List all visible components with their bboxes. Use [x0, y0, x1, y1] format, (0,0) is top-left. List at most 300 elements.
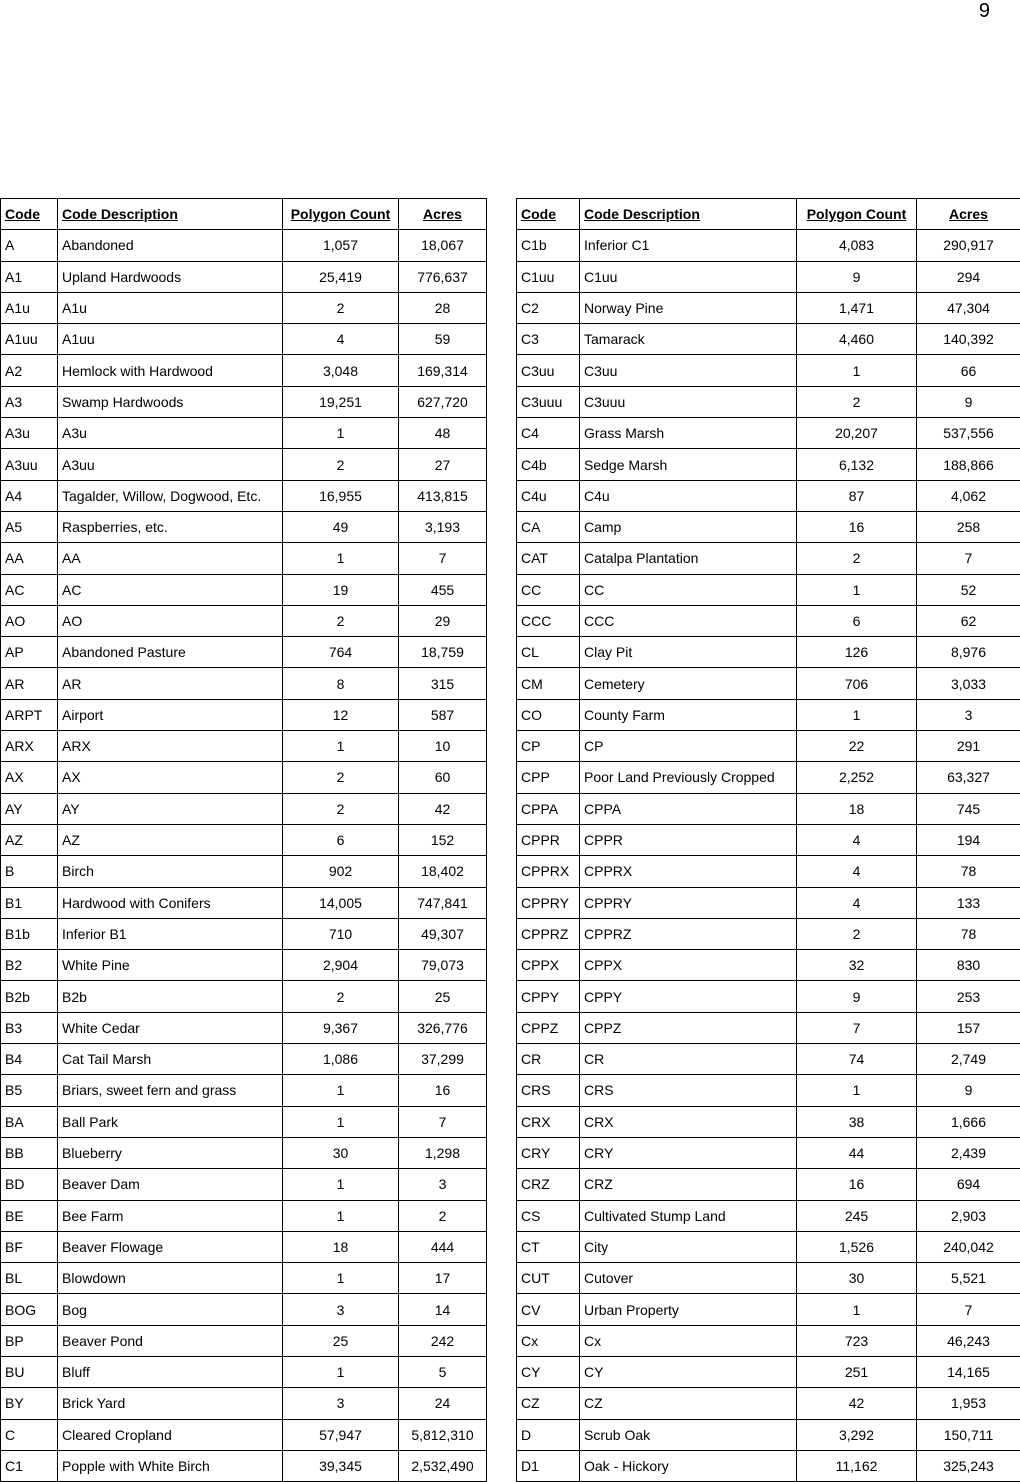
- land-cover-code-table-right: [516, 198, 1020, 1482]
- header-code: Code: [1, 199, 58, 230]
- code-description-cell: CRY: [580, 1137, 797, 1168]
- code-cell: C4: [517, 418, 580, 449]
- acres-cell: 47,304: [917, 292, 1020, 323]
- code-cell: A4: [1, 480, 58, 511]
- table-row: [1, 1137, 487, 1168]
- code-description-cell: Cemetery: [580, 668, 797, 699]
- acres-cell: 14: [399, 1294, 487, 1325]
- code-description-cell: County Farm: [580, 699, 797, 730]
- acres-cell: 444: [399, 1231, 487, 1262]
- table-row: [517, 762, 1020, 793]
- code-cell: B1b: [1, 918, 58, 949]
- code-cell: C: [1, 1419, 58, 1450]
- table-row: [517, 292, 1020, 323]
- code-cell: B3: [1, 1012, 58, 1043]
- polygon-count-cell: 1,086: [283, 1044, 399, 1075]
- acres-cell: 5: [399, 1356, 487, 1387]
- polygon-count-cell: 1: [283, 418, 399, 449]
- code-cell: AA: [1, 543, 58, 574]
- polygon-count-cell: 42: [797, 1388, 917, 1419]
- table-row: [517, 1137, 1020, 1168]
- code-description-cell: Cultivated Stump Land: [580, 1200, 797, 1231]
- code-description-cell: CR: [580, 1044, 797, 1075]
- code-cell: BD: [1, 1169, 58, 1200]
- code-cell: C4b: [517, 449, 580, 480]
- code-cell: C3: [517, 324, 580, 355]
- code-description-cell: Raspberries, etc.: [58, 511, 283, 542]
- table-row: [1, 887, 487, 918]
- table-row: [517, 856, 1020, 887]
- code-description-cell: Norway Pine: [580, 292, 797, 323]
- polygon-count-cell: 87: [797, 480, 917, 511]
- code-description-cell: Popple with White Birch: [58, 1450, 283, 1481]
- table-row: [1, 981, 487, 1012]
- acres-cell: 2,903: [917, 1200, 1020, 1231]
- table-row: [1, 261, 487, 292]
- land-cover-code-table-left: [0, 198, 487, 1482]
- code-cell: A1uu: [1, 324, 58, 355]
- table-row: [1, 793, 487, 824]
- acres-cell: 140,392: [917, 324, 1020, 355]
- code-description-cell: C3uu: [580, 355, 797, 386]
- polygon-count-cell: 4: [797, 856, 917, 887]
- acres-cell: 18,067: [399, 230, 487, 261]
- table-row: [517, 386, 1020, 417]
- code-cell: BL: [1, 1263, 58, 1294]
- polygon-count-cell: 251: [797, 1356, 917, 1387]
- polygon-count-cell: 4: [797, 887, 917, 918]
- table-row: [1, 355, 487, 386]
- table-row: [1, 918, 487, 949]
- table-row: [1, 1388, 487, 1419]
- code-description-cell: CZ: [580, 1388, 797, 1419]
- code-cell: CPPY: [517, 981, 580, 1012]
- acres-cell: 2,532,490: [399, 1450, 487, 1481]
- code-description-cell: CP: [580, 731, 797, 762]
- polygon-count-cell: 1: [283, 1075, 399, 1106]
- table-row: [1, 637, 487, 668]
- table-row: [1, 731, 487, 762]
- code-cell: D1: [517, 1450, 580, 1481]
- code-description-cell: Poor Land Previously Cropped: [580, 762, 797, 793]
- acres-cell: 3: [917, 699, 1020, 730]
- code-cell: BU: [1, 1356, 58, 1387]
- acres-cell: 60: [399, 762, 487, 793]
- code-description-cell: B2b: [58, 981, 283, 1012]
- code-cell: B2: [1, 950, 58, 981]
- polygon-count-cell: 902: [283, 856, 399, 887]
- polygon-count-cell: 2: [283, 762, 399, 793]
- table-row: [517, 1263, 1020, 1294]
- polygon-count-cell: 2: [797, 543, 917, 574]
- header-code-description: Code Description: [580, 199, 797, 230]
- code-cell: BB: [1, 1137, 58, 1168]
- table-row: [517, 511, 1020, 542]
- polygon-count-cell: 18: [797, 793, 917, 824]
- acres-cell: 52: [917, 574, 1020, 605]
- code-description-cell: Blowdown: [58, 1263, 283, 1294]
- acres-cell: 59: [399, 324, 487, 355]
- polygon-count-cell: 2: [283, 793, 399, 824]
- acres-cell: 5,521: [917, 1263, 1020, 1294]
- polygon-count-cell: 1: [283, 1169, 399, 1200]
- code-description-cell: Cleared Cropland: [58, 1419, 283, 1450]
- table-row: [517, 418, 1020, 449]
- code-description-cell: Ball Park: [58, 1106, 283, 1137]
- header-code-description: Code Description: [58, 199, 283, 230]
- acres-cell: 66: [917, 355, 1020, 386]
- acres-cell: 627,720: [399, 386, 487, 417]
- acres-cell: 78: [917, 856, 1020, 887]
- polygon-count-cell: 3,048: [283, 355, 399, 386]
- acres-cell: 2: [399, 1200, 487, 1231]
- code-cell: CR: [517, 1044, 580, 1075]
- code-cell: AP: [1, 637, 58, 668]
- code-cell: B5: [1, 1075, 58, 1106]
- acres-cell: 10: [399, 731, 487, 762]
- code-description-cell: Bluff: [58, 1356, 283, 1387]
- code-description-cell: Hemlock with Hardwood: [58, 355, 283, 386]
- polygon-count-cell: 1: [283, 543, 399, 574]
- table-row: [517, 1356, 1020, 1387]
- code-description-cell: Bee Farm: [58, 1200, 283, 1231]
- code-cell: BF: [1, 1231, 58, 1262]
- code-description-cell: C4u: [580, 480, 797, 511]
- polygon-count-cell: 39,345: [283, 1450, 399, 1481]
- code-description-cell: Catalpa Plantation: [580, 543, 797, 574]
- code-cell: CAT: [517, 543, 580, 574]
- code-cell: CZ: [517, 1388, 580, 1419]
- table-row: [1, 324, 487, 355]
- acres-cell: 240,042: [917, 1231, 1020, 1262]
- code-description-cell: Brick Yard: [58, 1388, 283, 1419]
- polygon-count-cell: 38: [797, 1106, 917, 1137]
- code-description-cell: Birch: [58, 856, 283, 887]
- code-cell: CRX: [517, 1106, 580, 1137]
- code-cell: B1: [1, 887, 58, 918]
- table-row: [1, 762, 487, 793]
- table-row: [517, 605, 1020, 636]
- table-row: [1, 1231, 487, 1262]
- polygon-count-cell: 11,162: [797, 1450, 917, 1481]
- table-row: [517, 824, 1020, 855]
- polygon-count-cell: 6: [797, 605, 917, 636]
- table-row: [517, 699, 1020, 730]
- acres-cell: 24: [399, 1388, 487, 1419]
- code-description-cell: CY: [580, 1356, 797, 1387]
- acres-cell: 8,976: [917, 637, 1020, 668]
- code-description-cell: Beaver Flowage: [58, 1231, 283, 1262]
- code-description-cell: A3u: [58, 418, 283, 449]
- code-description-cell: Urban Property: [580, 1294, 797, 1325]
- code-description-cell: AA: [58, 543, 283, 574]
- acres-cell: 78: [917, 918, 1020, 949]
- code-cell: ARPT: [1, 699, 58, 730]
- code-description-cell: CPPY: [580, 981, 797, 1012]
- acres-cell: 152: [399, 824, 487, 855]
- acres-cell: 3: [399, 1169, 487, 1200]
- polygon-count-cell: 4,083: [797, 230, 917, 261]
- polygon-count-cell: 1,471: [797, 292, 917, 323]
- table-row: [517, 731, 1020, 762]
- acres-cell: 9: [917, 1075, 1020, 1106]
- acres-cell: 2,439: [917, 1137, 1020, 1168]
- code-cell: C3uuu: [517, 386, 580, 417]
- polygon-count-cell: 7: [797, 1012, 917, 1043]
- polygon-count-cell: 9: [797, 981, 917, 1012]
- polygon-count-cell: 1,526: [797, 1231, 917, 1262]
- code-description-cell: CRS: [580, 1075, 797, 1106]
- polygon-count-cell: 32: [797, 950, 917, 981]
- page-number: 9: [978, 0, 990, 22]
- code-cell: AR: [1, 668, 58, 699]
- polygon-count-cell: 16: [797, 1169, 917, 1200]
- polygon-count-cell: 2: [283, 292, 399, 323]
- acres-cell: 25: [399, 981, 487, 1012]
- table-row: [517, 230, 1020, 261]
- code-description-cell: Cutover: [580, 1263, 797, 1294]
- acres-cell: 258: [917, 511, 1020, 542]
- polygon-count-cell: 49: [283, 511, 399, 542]
- code-cell: CM: [517, 668, 580, 699]
- polygon-count-cell: 30: [797, 1263, 917, 1294]
- table-row: [517, 668, 1020, 699]
- code-cell: CCC: [517, 605, 580, 636]
- code-cell: A3: [1, 386, 58, 417]
- table-row: [517, 1450, 1020, 1481]
- acres-cell: 315: [399, 668, 487, 699]
- table-row: [1, 1044, 487, 1075]
- code-description-cell: AO: [58, 605, 283, 636]
- header-polygon-count: Polygon Count: [283, 199, 399, 230]
- code-cell: A: [1, 230, 58, 261]
- code-description-cell: Tagalder, Willow, Dogwood, Etc.: [58, 480, 283, 511]
- table-row: [517, 1231, 1020, 1262]
- code-description-cell: Cat Tail Marsh: [58, 1044, 283, 1075]
- table-row: [1, 1325, 487, 1356]
- code-cell: CPPRY: [517, 887, 580, 918]
- acres-cell: 42: [399, 793, 487, 824]
- code-cell: ARX: [1, 731, 58, 762]
- table-row: [1, 1106, 487, 1137]
- code-cell: AO: [1, 605, 58, 636]
- polygon-count-cell: 18: [283, 1231, 399, 1262]
- polygon-count-cell: 764: [283, 637, 399, 668]
- code-description-cell: CPPRY: [580, 887, 797, 918]
- code-cell: C4u: [517, 480, 580, 511]
- code-description-cell: AY: [58, 793, 283, 824]
- acres-cell: 242: [399, 1325, 487, 1356]
- code-description-cell: Airport: [58, 699, 283, 730]
- acres-cell: 2,749: [917, 1044, 1020, 1075]
- polygon-count-cell: 9,367: [283, 1012, 399, 1043]
- code-description-cell: CRX: [580, 1106, 797, 1137]
- code-description-cell: A1uu: [58, 324, 283, 355]
- header-acres: Acres: [399, 199, 487, 230]
- code-description-cell: AC: [58, 574, 283, 605]
- acres-cell: 325,243: [917, 1450, 1020, 1481]
- polygon-count-cell: 1: [797, 1294, 917, 1325]
- acres-cell: 150,711: [917, 1419, 1020, 1450]
- acres-cell: 18,402: [399, 856, 487, 887]
- polygon-count-cell: 126: [797, 637, 917, 668]
- code-cell: BOG: [1, 1294, 58, 1325]
- code-cell: CO: [517, 699, 580, 730]
- code-cell: CC: [517, 574, 580, 605]
- table-header-row: [517, 199, 1020, 230]
- acres-cell: 3,033: [917, 668, 1020, 699]
- code-description-cell: Abandoned Pasture: [58, 637, 283, 668]
- table-row: [1, 1450, 487, 1481]
- polygon-count-cell: 4,460: [797, 324, 917, 355]
- code-description-cell: CPPZ: [580, 1012, 797, 1043]
- code-cell: D: [517, 1419, 580, 1450]
- acres-cell: 37,299: [399, 1044, 487, 1075]
- code-description-cell: Oak - Hickory: [580, 1450, 797, 1481]
- polygon-count-cell: 723: [797, 1325, 917, 1356]
- acres-cell: 29: [399, 605, 487, 636]
- code-description-cell: Inferior B1: [58, 918, 283, 949]
- table-row: [1, 1169, 487, 1200]
- code-description-cell: Tamarack: [580, 324, 797, 355]
- polygon-count-cell: 12: [283, 699, 399, 730]
- code-cell: AC: [1, 574, 58, 605]
- code-cell: BA: [1, 1106, 58, 1137]
- table-row: [1, 668, 487, 699]
- code-cell: A2: [1, 355, 58, 386]
- acres-cell: 7: [399, 543, 487, 574]
- table-row: [1, 511, 487, 542]
- polygon-count-cell: 706: [797, 668, 917, 699]
- polygon-count-cell: 1: [797, 574, 917, 605]
- polygon-count-cell: 22: [797, 731, 917, 762]
- table-row: [517, 449, 1020, 480]
- acres-cell: 587: [399, 699, 487, 730]
- code-description-cell: A3uu: [58, 449, 283, 480]
- table-row: [1, 699, 487, 730]
- code-description-cell: CPPRZ: [580, 918, 797, 949]
- acres-cell: 79,073: [399, 950, 487, 981]
- code-cell: AX: [1, 762, 58, 793]
- code-description-cell: Upland Hardwoods: [58, 261, 283, 292]
- acres-cell: 28: [399, 292, 487, 323]
- table-row: [1, 574, 487, 605]
- acres-cell: 17: [399, 1263, 487, 1294]
- table-row: [1, 856, 487, 887]
- code-description-cell: CCC: [580, 605, 797, 636]
- acres-cell: 5,812,310: [399, 1419, 487, 1450]
- code-description-cell: Grass Marsh: [580, 418, 797, 449]
- header-code: Code: [517, 199, 580, 230]
- acres-cell: 830: [917, 950, 1020, 981]
- polygon-count-cell: 2,252: [797, 762, 917, 793]
- table-row: [517, 1325, 1020, 1356]
- code-cell: B4: [1, 1044, 58, 1075]
- polygon-count-cell: 19,251: [283, 386, 399, 417]
- table-row: [517, 918, 1020, 949]
- polygon-count-cell: 1: [283, 1263, 399, 1294]
- polygon-count-cell: 3: [283, 1294, 399, 1325]
- code-description-cell: Blueberry: [58, 1137, 283, 1168]
- table-row: [1, 1075, 487, 1106]
- polygon-count-cell: 4: [797, 824, 917, 855]
- table-row: [517, 543, 1020, 574]
- code-description-cell: Beaver Pond: [58, 1325, 283, 1356]
- polygon-count-cell: 6,132: [797, 449, 917, 480]
- code-cell: CPPZ: [517, 1012, 580, 1043]
- header-acres: Acres: [917, 199, 1020, 230]
- table-row: [517, 261, 1020, 292]
- header-polygon-count: Polygon Count: [797, 199, 917, 230]
- polygon-count-cell: 6: [283, 824, 399, 855]
- table-row: [517, 1388, 1020, 1419]
- code-cell: CY: [517, 1356, 580, 1387]
- acres-cell: 7: [399, 1106, 487, 1137]
- code-description-cell: AX: [58, 762, 283, 793]
- acres-cell: 18,759: [399, 637, 487, 668]
- table-row: [1, 950, 487, 981]
- table-row: [517, 1200, 1020, 1231]
- table-header-row: [1, 199, 487, 230]
- code-cell: A5: [1, 511, 58, 542]
- acres-cell: 46,243: [917, 1325, 1020, 1356]
- code-cell: CPPR: [517, 824, 580, 855]
- acres-cell: 9: [917, 386, 1020, 417]
- code-cell: BY: [1, 1388, 58, 1419]
- acres-cell: 413,815: [399, 480, 487, 511]
- polygon-count-cell: 1: [283, 731, 399, 762]
- code-description-cell: Cx: [580, 1325, 797, 1356]
- code-cell: CPPX: [517, 950, 580, 981]
- table-row: [517, 981, 1020, 1012]
- code-cell: CT: [517, 1231, 580, 1262]
- acres-cell: 7: [917, 1294, 1020, 1325]
- polygon-count-cell: 2: [283, 449, 399, 480]
- code-description-cell: CC: [580, 574, 797, 605]
- code-cell: CRZ: [517, 1169, 580, 1200]
- acres-cell: 194: [917, 824, 1020, 855]
- code-cell: CL: [517, 637, 580, 668]
- polygon-count-cell: 14,005: [283, 887, 399, 918]
- code-description-cell: CRZ: [580, 1169, 797, 1200]
- polygon-count-cell: 1: [283, 1106, 399, 1137]
- acres-cell: 747,841: [399, 887, 487, 918]
- acres-cell: 294: [917, 261, 1020, 292]
- code-cell: BP: [1, 1325, 58, 1356]
- acres-cell: 63,327: [917, 762, 1020, 793]
- table-row: [517, 324, 1020, 355]
- polygon-count-cell: 2,904: [283, 950, 399, 981]
- polygon-count-cell: 2: [797, 386, 917, 417]
- code-description-cell: Hardwood with Conifers: [58, 887, 283, 918]
- polygon-count-cell: 74: [797, 1044, 917, 1075]
- polygon-count-cell: 4: [283, 324, 399, 355]
- code-cell: Cx: [517, 1325, 580, 1356]
- polygon-count-cell: 20,207: [797, 418, 917, 449]
- acres-cell: 455: [399, 574, 487, 605]
- code-description-cell: Inferior C1: [580, 230, 797, 261]
- table-row: [517, 1419, 1020, 1450]
- code-cell: AZ: [1, 824, 58, 855]
- code-cell: CRY: [517, 1137, 580, 1168]
- code-description-cell: CPPR: [580, 824, 797, 855]
- code-cell: CPPRZ: [517, 918, 580, 949]
- code-cell: CUT: [517, 1263, 580, 1294]
- polygon-count-cell: 19: [283, 574, 399, 605]
- code-description-cell: C3uuu: [580, 386, 797, 417]
- code-cell: CA: [517, 511, 580, 542]
- acres-cell: 48: [399, 418, 487, 449]
